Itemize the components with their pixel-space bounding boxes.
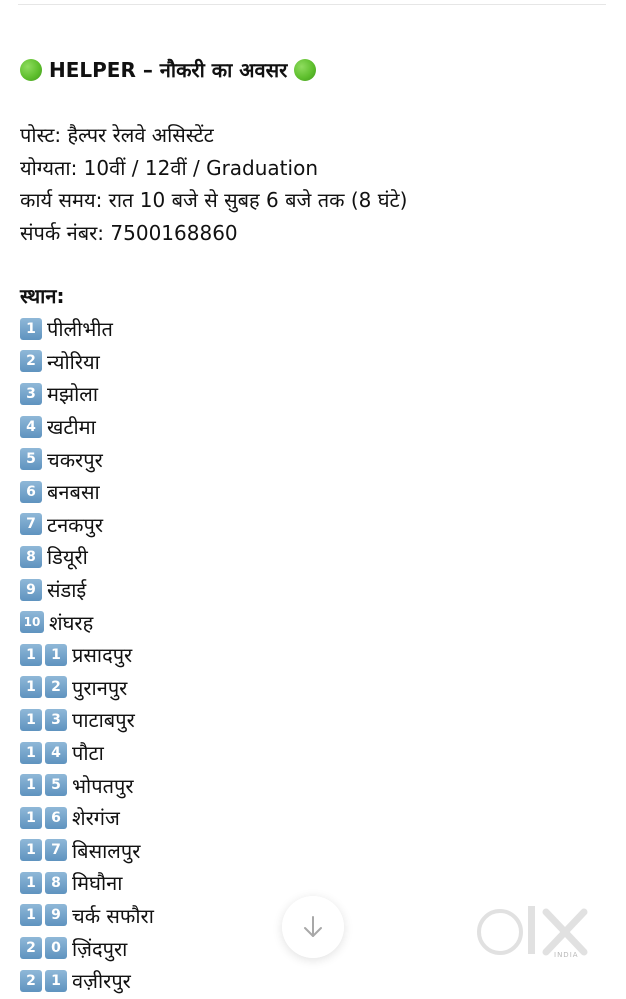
keycap-digit: 3 — [20, 383, 42, 405]
location-item — [20, 671, 606, 704]
arrow-down-icon — [299, 913, 327, 941]
location-name: चर्क सफौरा — [72, 903, 154, 928]
location-item — [20, 606, 606, 639]
number-keycap-icon — [20, 904, 67, 926]
green-circle-icon — [294, 59, 316, 81]
post-content — [20, 54, 606, 997]
number-keycap-icon — [20, 709, 67, 731]
keycap-digit: 2 — [20, 970, 42, 992]
post-line: पोस्ट: हैल्पर रेलवे असिस्टेंट — [20, 123, 214, 147]
keycap-digit: 1 — [20, 904, 42, 926]
keycap-digit: 8 — [45, 872, 67, 894]
location-name: न्योरिया — [47, 349, 100, 374]
number-keycap-icon — [20, 839, 67, 861]
location-name: प्रसादपुर — [72, 643, 133, 668]
scroll-down-button[interactable] — [282, 896, 344, 958]
number-keycap-icon — [20, 579, 42, 601]
location-name: मिघौना — [72, 871, 123, 896]
location-item — [20, 475, 606, 508]
keycap-digit: 4 — [20, 416, 42, 438]
location-name: शेरगंज — [72, 806, 120, 831]
keycap-digit: 1 — [20, 709, 42, 731]
location-item — [20, 573, 606, 606]
keycap-digit: 1 — [45, 644, 67, 666]
location-name: पाटाबपुर — [72, 708, 135, 733]
keycap-digit: 7 — [20, 513, 42, 535]
keycap-digit: 1 — [20, 839, 42, 861]
number-keycap-icon — [20, 937, 67, 959]
keycap-digit: 9 — [45, 904, 67, 926]
number-keycap-icon — [20, 350, 42, 372]
keycap-digit: 2 — [20, 937, 42, 959]
number-keycap-icon — [20, 383, 42, 405]
location-item — [20, 769, 606, 802]
number-keycap-icon — [20, 611, 44, 633]
keycap-digit: 2 — [45, 676, 67, 698]
job-headline — [20, 54, 606, 86]
location-name: डियूरी — [47, 545, 88, 570]
location-item — [20, 313, 606, 346]
number-keycap-icon — [20, 513, 42, 535]
keycap-digit: 1 — [20, 872, 42, 894]
location-name: शंघरह — [49, 610, 94, 635]
location-item — [20, 410, 606, 443]
location-name: भोपतपुर — [72, 773, 134, 798]
keycap-digit: 2 — [20, 350, 42, 372]
keycap-digit: 5 — [45, 774, 67, 796]
number-keycap-icon — [20, 644, 67, 666]
number-keycap-icon — [20, 318, 42, 340]
location-name: पुरानपुर — [72, 675, 128, 700]
location-name: वज़ीरपुर — [72, 969, 131, 994]
number-keycap-icon — [20, 546, 42, 568]
location-item — [20, 704, 606, 737]
keycap-digit: 1 — [20, 318, 42, 340]
contact-line: संपर्क नंबर: 7500168860 — [20, 220, 238, 245]
keycap-digit: 1 — [20, 676, 42, 698]
keycap-digit: 6 — [20, 481, 42, 503]
location-item — [20, 508, 606, 541]
number-keycap-icon — [20, 774, 67, 796]
number-keycap-icon — [20, 448, 42, 470]
location-name: चकरपुर — [47, 447, 103, 472]
location-name: टनकपुर — [47, 512, 104, 537]
number-keycap-icon — [20, 416, 42, 438]
location-name: मझोला — [47, 382, 98, 407]
location-item — [20, 867, 606, 900]
keycap-digit: 1 — [45, 970, 67, 992]
timing-line: कार्य समय: रात 10 बजे से सुबह 6 बजे तक (8 घंटे) — [20, 188, 408, 212]
number-keycap-icon — [20, 481, 42, 503]
location-item — [20, 834, 606, 867]
keycap-digit: 10 — [20, 611, 44, 633]
location-item — [20, 638, 606, 671]
keycap-digit: 0 — [45, 937, 67, 959]
location-item — [20, 541, 606, 574]
location-item — [20, 443, 606, 476]
keycap-digit: 1 — [20, 774, 42, 796]
top-divider — [18, 4, 606, 5]
location-item — [20, 964, 606, 997]
keycap-digit: 3 — [45, 709, 67, 731]
number-keycap-icon — [20, 742, 67, 764]
locations-heading: स्थान: — [20, 284, 65, 308]
location-item — [20, 345, 606, 378]
location-item — [20, 801, 606, 834]
keycap-digit: 8 — [20, 546, 42, 568]
location-item — [20, 378, 606, 411]
job-info — [20, 119, 606, 249]
keycap-digit: 1 — [20, 644, 42, 666]
number-keycap-icon — [20, 970, 67, 992]
location-item — [20, 736, 606, 769]
number-keycap-icon — [20, 872, 67, 894]
location-name: पीलीभीत — [47, 317, 113, 342]
location-name: संडाई — [47, 578, 87, 603]
keycap-digit: 1 — [20, 742, 42, 764]
location-name: पौटा — [72, 741, 104, 766]
keycap-digit: 7 — [45, 839, 67, 861]
green-circle-icon — [20, 59, 42, 81]
headline-text: HELPER – नौकरी का अवसर — [49, 58, 288, 82]
keycap-digit: 4 — [45, 742, 67, 764]
watermark-subtext: INDIA — [554, 951, 579, 959]
keycap-digit: 9 — [20, 579, 42, 601]
number-keycap-icon — [20, 676, 67, 698]
location-name: खटीमा — [47, 415, 96, 440]
keycap-digit: 6 — [45, 807, 67, 829]
location-name: बनबसा — [47, 480, 100, 505]
keycap-digit: 1 — [20, 807, 42, 829]
number-keycap-icon — [20, 807, 67, 829]
qualification-line: योग्यता: 10वीं / 12वीं / Graduation — [20, 155, 318, 180]
location-name: बिसालपुर — [72, 838, 141, 863]
keycap-digit: 5 — [20, 448, 42, 470]
location-name: ज़िंदपुरा — [72, 936, 128, 961]
locations-list — [20, 313, 606, 997]
